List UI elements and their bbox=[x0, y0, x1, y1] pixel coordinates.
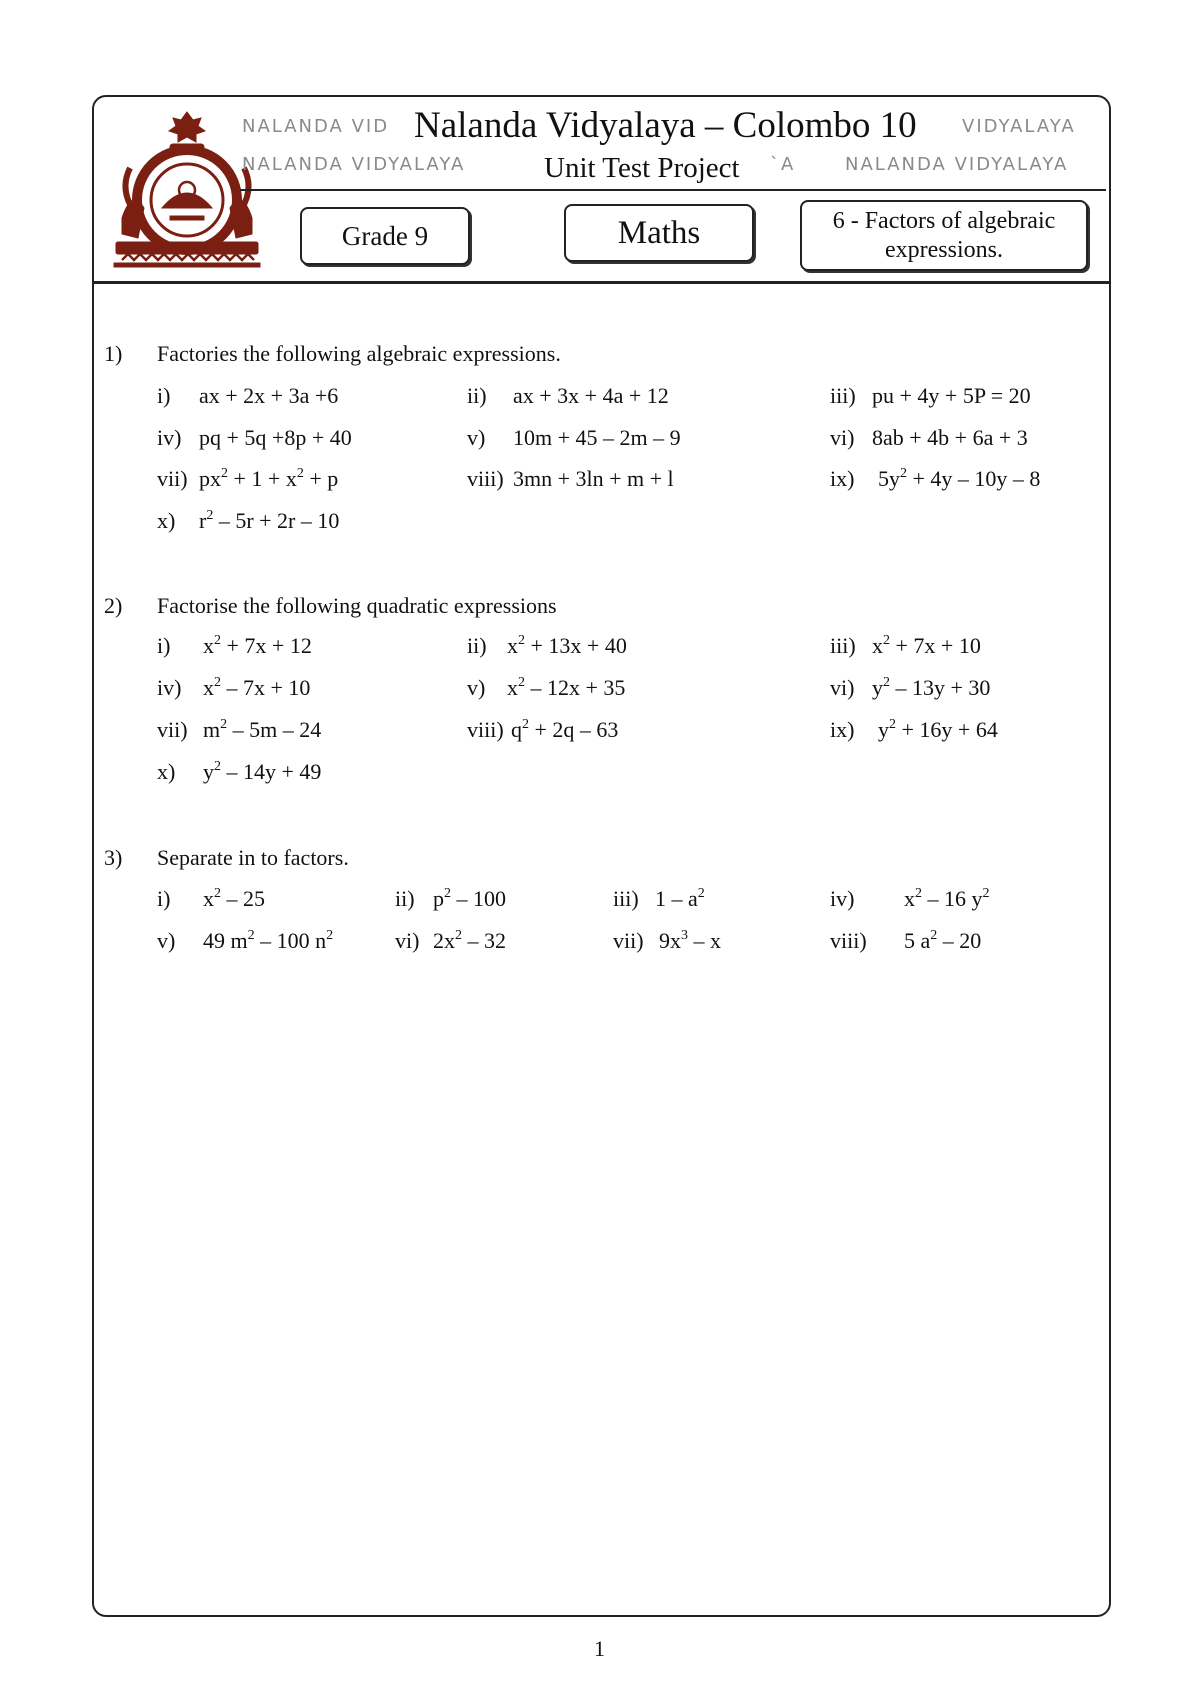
list-item: ii) $x^2 + 13x + 40$ bbox=[467, 633, 627, 658]
list-item: i) ax + 2x + 3a +6 bbox=[157, 383, 339, 408]
list-item: ii) $p^2 - 100$ bbox=[395, 886, 506, 911]
subject-label: Maths bbox=[617, 214, 701, 251]
topic-line: 6 - Factors of algebraic bbox=[832, 207, 1056, 234]
list-item: vii) $m^2 - 5m - 24$ bbox=[157, 717, 322, 742]
list-item: v) 49 $m^2 - 100$ $n^2$ bbox=[157, 928, 334, 953]
topic-line: expressions. bbox=[885, 236, 1003, 263]
list-item: iii) $x^2 + 7x + 10$ bbox=[830, 633, 981, 658]
list-item: x) $r^2 - 5r + 2r - 10$ bbox=[157, 508, 340, 533]
list-item: vi) $2x^2 - 32$ bbox=[395, 928, 506, 953]
school-name: Nalanda Vidyalaya – Colombo 10 bbox=[410, 104, 921, 147]
list-item: i) $x^2 - 25$ bbox=[157, 886, 265, 911]
list-item: vii) $px^2 + 1 + x^2 + p$ bbox=[157, 466, 339, 491]
list-item: vi) 8ab + 4b + 6a + 3 bbox=[830, 425, 1028, 450]
page-number: 1 bbox=[594, 1636, 605, 1661]
list-item: v) 10m + 45 – 2m – 9 bbox=[467, 425, 681, 450]
watermark-text: NALANDA VID bbox=[242, 116, 390, 137]
grade-label: Grade 9 bbox=[341, 220, 429, 251]
watermark-text: NALANDA VIDYALAYA bbox=[242, 154, 466, 175]
watermark-text: VIDYALAYA bbox=[962, 116, 1076, 137]
watermark-text: NALANDA VIDYALAYA bbox=[845, 154, 1069, 175]
list-item: iv) $x^2 - 7x + 10$ bbox=[157, 675, 311, 700]
page-subtitle: Unit Test Project bbox=[540, 152, 744, 185]
watermark-text: `A bbox=[770, 154, 796, 175]
header-divider bbox=[240, 189, 1106, 191]
question-instruction: Factorise the following quadratic expressions bbox=[157, 593, 557, 618]
list-item: iii) $1 - a^2$ bbox=[613, 886, 705, 911]
question-number: 3) bbox=[104, 845, 123, 870]
question-instruction: Separate in to factors. bbox=[157, 845, 349, 870]
list-item: i) $x^2 + 7x + 12$ bbox=[157, 633, 312, 658]
list-item: iv) pq + 5q +8p + 40 bbox=[157, 425, 352, 450]
topic-box bbox=[800, 200, 1088, 271]
question-number: 1) bbox=[104, 341, 123, 366]
list-item: vi) $y^2 - 13y + 30$ bbox=[830, 675, 991, 700]
section-divider bbox=[94, 281, 1109, 284]
list-item: viii) 5 $a^2 - 20$ bbox=[830, 928, 982, 953]
list-item: ix) $y^2 + 16y + 64$ bbox=[830, 717, 998, 742]
list-item: viii) $q^2 + 2q - 63$ bbox=[467, 717, 619, 742]
list-item: vii) $9x^3$ – x bbox=[613, 928, 721, 953]
list-item: viii) 3mn + 3ln + m + l bbox=[467, 466, 674, 491]
question-instruction: Factories the following algebraic expressions. bbox=[157, 341, 561, 366]
grade-box bbox=[300, 207, 470, 265]
question-number: 2) bbox=[104, 593, 123, 618]
list-item: ii) ax + 3x + 4a + 12 bbox=[467, 383, 669, 408]
list-item: iv) $x^2 - 16$ $y^2$ bbox=[830, 886, 990, 911]
subject-box bbox=[564, 204, 754, 262]
list-item: v) $x^2 - 12x + 35$ bbox=[467, 675, 626, 700]
school-crest-icon bbox=[112, 108, 262, 268]
list-item: iii) pu + 4y + 5P = 20 bbox=[830, 383, 1031, 408]
list-item: ix) $5y^2 + 4y - 10y - 8$ bbox=[830, 466, 1041, 491]
list-item: x) $y^2 - 14y + 49$ bbox=[157, 759, 322, 784]
